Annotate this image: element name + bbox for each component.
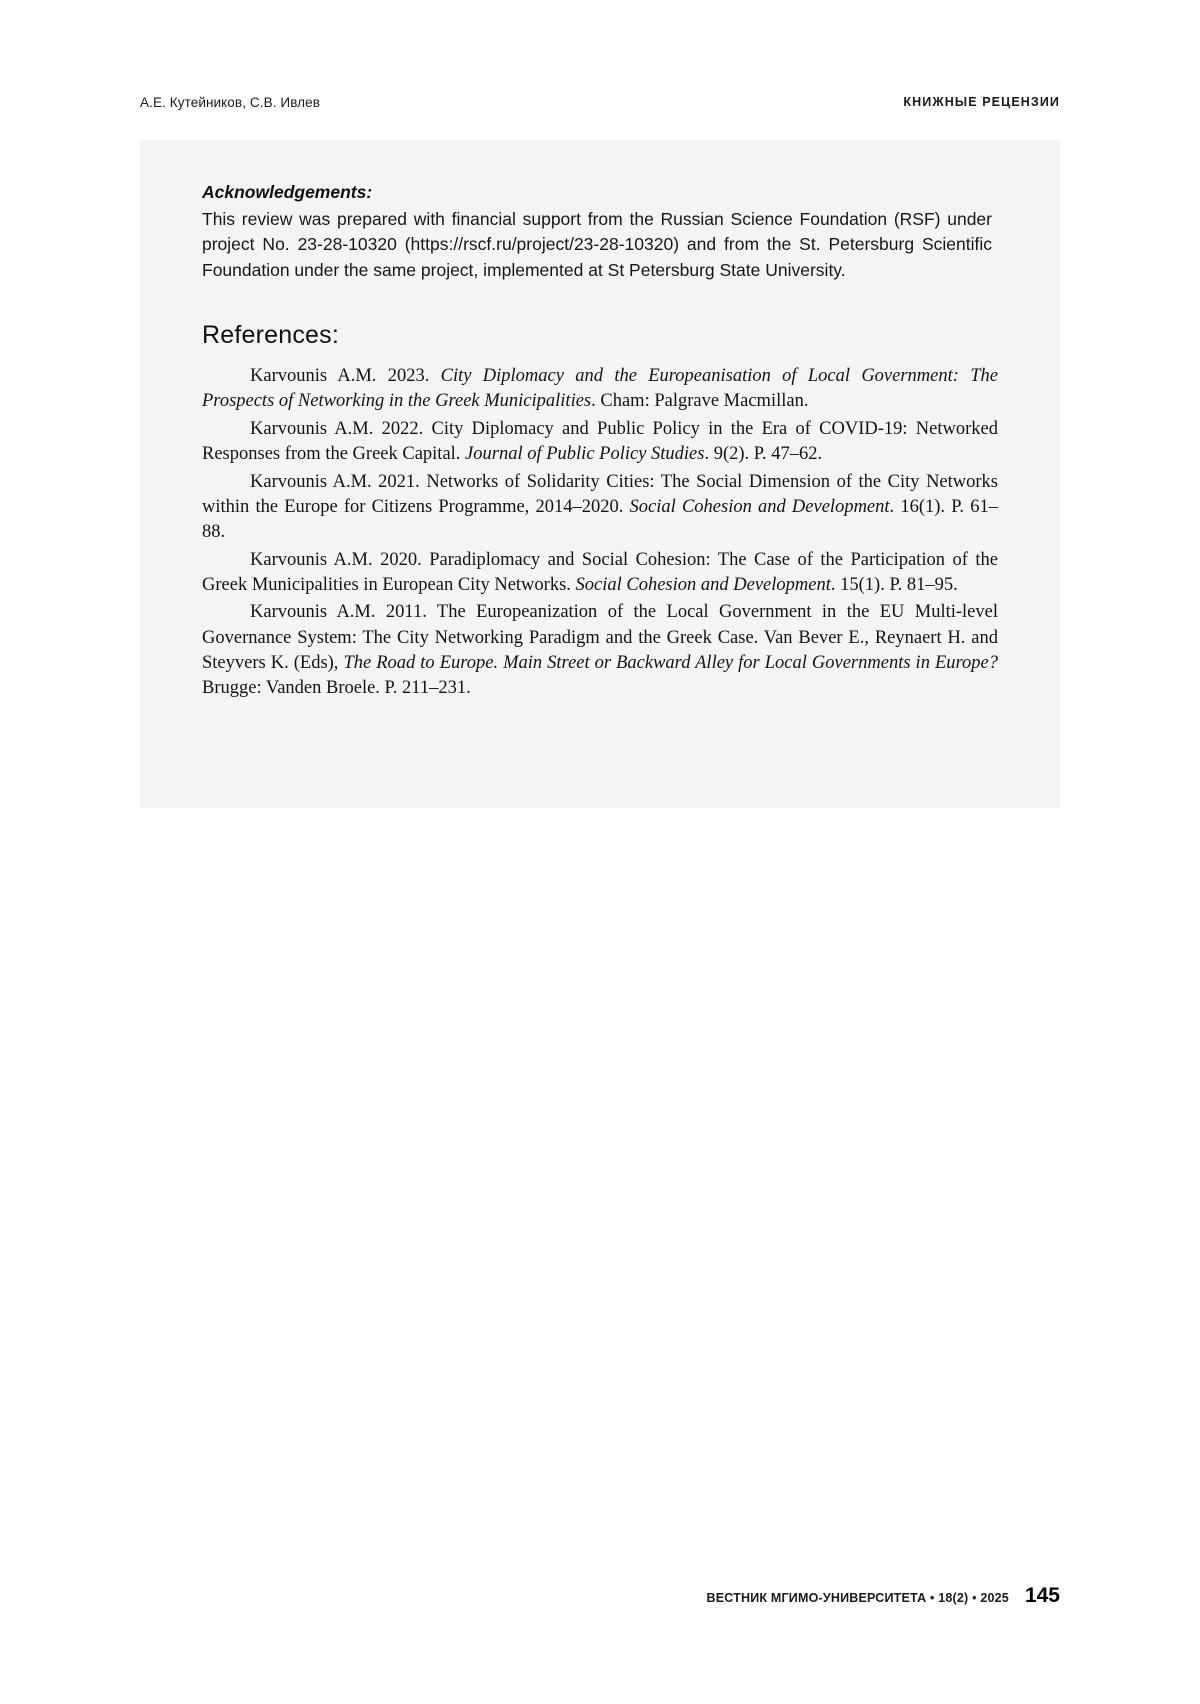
page-number: 145 <box>1024 1584 1060 1607</box>
reference-text: Karvounis A.M. 2021. Networks of Solidarity Cities: The Social Dimension of the City Networks within the Europe for Citizens Programme, 2014–2020. <box>202 471 998 517</box>
reference-title-italic: City Diplomacy and the Europeanisation of Local Government: The Prospects of Networking in the Greek Municipalities <box>202 366 998 412</box>
reference-title-italic: The Road to Europe. Main Street or Backward Alley for Local Governments in Europe? <box>343 652 998 673</box>
reference-text: Brugge: Vanden Broele. P. 211–231. <box>202 678 471 699</box>
reference-title-italic: Social Cohesion and Development <box>629 496 890 517</box>
running-head <box>140 92 1060 112</box>
acknowledgements-title: Acknowledgements: <box>202 182 373 202</box>
reference-text: Karvounis A.M. 2022. City Diplomacy and Public Policy in the Era of COVID-19: Networked Responses from the Greek Capital. <box>202 418 998 465</box>
reference-text: . 9(2). P. 47–62. <box>704 444 823 465</box>
reference-title-italic: Journal of Public Policy Studies <box>465 444 705 465</box>
footer-journal-line: ВЕСТНИК МГИМО-УНИВЕРСИТЕТА • 18(2) • 2025 <box>706 1591 1009 1605</box>
running-head-authors: А.Е. Кутейников, С.В. Ивлев <box>140 94 321 110</box>
reference-text: Karvounis A.M. 2011. The Europeanization of the Local Government in the EU Multi-level Governance System: The City Networking Paradigm and the Greek Case. Van Bever E., Reynaert H. and Steyvers K. (Eds), <box>202 602 998 673</box>
acknowledgements-body: This review was prepared with financial support from the Russian Science Foundation (RSF) under project No. 23-28-10320 (https://rscf.ru/project/23-28-10320) and from the St. Petersburg Scientific Foundation under the same project, implemented at St Petersburg State University. <box>202 209 992 280</box>
reference-item <box>202 548 998 599</box>
reference-item <box>202 600 998 701</box>
reference-title-italic: Social Cohesion and Development <box>575 574 831 595</box>
reference-item <box>202 364 998 415</box>
reference-text: Karvounis A.M. 2020. Paradiplomacy and Social Cohesion: The Case of the Participation of the Greek Municipalities in European City Networks. <box>202 549 998 595</box>
reference-text: . Cham: Palgrave Macmillan. <box>591 391 809 412</box>
running-head-section: КНИЖНЫЕ РЕЦЕНЗИИ <box>903 95 1060 109</box>
reference-text: Karvounis A.M. 2023. <box>250 366 441 387</box>
reference-text: . 16(1). P. 61–88. <box>202 496 998 543</box>
page-footer <box>706 1584 1060 1608</box>
reference-text: . 15(1). P. 81–95. <box>830 574 958 595</box>
references-list <box>202 364 998 701</box>
references-heading: References: <box>202 321 339 350</box>
content-panel <box>140 140 1060 808</box>
reference-item <box>202 470 998 546</box>
reference-item <box>202 417 998 468</box>
